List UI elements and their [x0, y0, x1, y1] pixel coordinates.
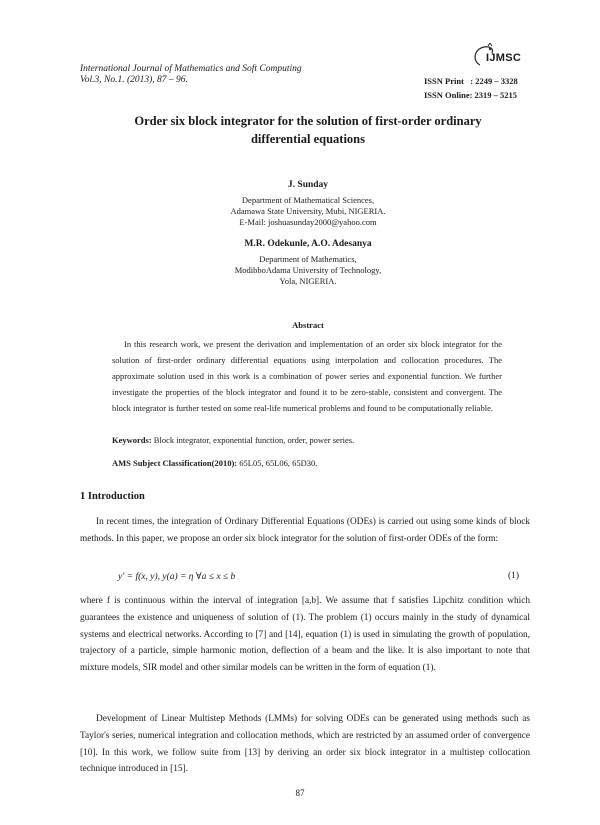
- keywords-label: Keywords:: [112, 435, 152, 445]
- affiliation-line: Department of Mathematics,: [259, 254, 357, 264]
- journal-logo: [468, 43, 530, 71]
- affiliation-line: ModibboAdama University of Technology,: [234, 265, 382, 275]
- equation-number: (1): [508, 571, 520, 581]
- paper-title: [100, 112, 516, 148]
- affiliation-line: Adamawa State University, Mubi, NIGERIA.: [230, 206, 386, 216]
- issn-online: ISSN Online: 2319 – 5215: [424, 90, 518, 100]
- ams-label: AMS Subject Classification(2010):: [112, 458, 238, 468]
- affiliation-line: Department of Mathematical Sciences,: [241, 195, 375, 205]
- author-1-name: J. Sunday: [287, 180, 329, 190]
- keywords: [112, 434, 502, 446]
- paragraph-3: Development of Linear Multistep Methods (LMMs) for solving ODEs can be generated using methods such as Taylor's series, numerical integration and collocation methods, which are restricted by an assumed order of convergence [10]. In this work, we follow suite from [13] by deriving an order six block integrator in a multistep collocation technique introduced in [15].: [80, 714, 530, 775]
- title-line-1: Order six block integrator for the solution of first-order ordinary: [134, 114, 482, 128]
- email-line: E-Mail: joshuasunday2000@yahoo.com: [239, 217, 377, 227]
- ams-text: 65L05, 65L06, 65D30.: [237, 458, 318, 468]
- logo-text: IJMSC: [486, 52, 522, 64]
- ams-classification: [112, 457, 502, 469]
- paragraph-2: where f is continuous within the interval of integration [a,b]. We assume that f satisfies Lipchitz condition which guarantees the existence and uniqueness of solution of (1). The problem (1) occurs mainly in the study of dynamical systems and electrical networks. According to [7] and [14], equation (1) is used in simulating the growth of population, trajectory of a particle, simple harmonic motion, deflection of a beam and the like. It is also important to note that mixture models, SIR model and other similar models can be written in the form of equation (1).: [80, 596, 530, 674]
- abstract-text: In this research work, we present the derivation and implementation of an order six block integrator for the solution of first-order ordinary differential equations using interpolation and collocation procedures. The approximate solution used in this work is a combination of power series and exponential function. We further investigate the properties of the block integrator and found it to be zero-stable, consistent and convergent. The block integrator is further tested on some real-life numerical problems and found to be computationally reliable.: [112, 339, 502, 413]
- keywords-text: Block integrator, exponential function, order, power series.: [151, 435, 355, 445]
- issn-block: [424, 74, 518, 102]
- author-2-affiliation: [100, 254, 516, 287]
- section-heading: 1 Introduction: [80, 491, 145, 502]
- author-1-affiliation: [100, 195, 516, 228]
- page-number: 87: [295, 788, 305, 798]
- journal-header: [80, 64, 302, 86]
- issn-print: ISSN Print : 2249 – 3328: [424, 76, 518, 86]
- paragraph-1: In recent times, the integration of Ordinary Differential Equations (ODEs) is carried out using some kinds of block methods. In this paper, we propose an order six block integrator for the solution of first-order ODEs of the form:: [80, 517, 530, 544]
- abstract-heading: Abstract: [292, 320, 324, 330]
- journal-volume: Vol.3, No.1. (2013), 87 – 96.: [80, 75, 188, 85]
- equation: y′ = f(x, y), y(a) = η ∀a ≤ x ≤ b: [118, 572, 236, 582]
- journal-name: International Journal of Mathematics and Soft Computing: [80, 64, 302, 74]
- author-2-name: M.R. Odekunle, A.O. Adesanya: [244, 239, 372, 249]
- affiliation-line: Yola, NIGERIA.: [279, 276, 337, 286]
- title-line-2: differential equations: [250, 132, 365, 146]
